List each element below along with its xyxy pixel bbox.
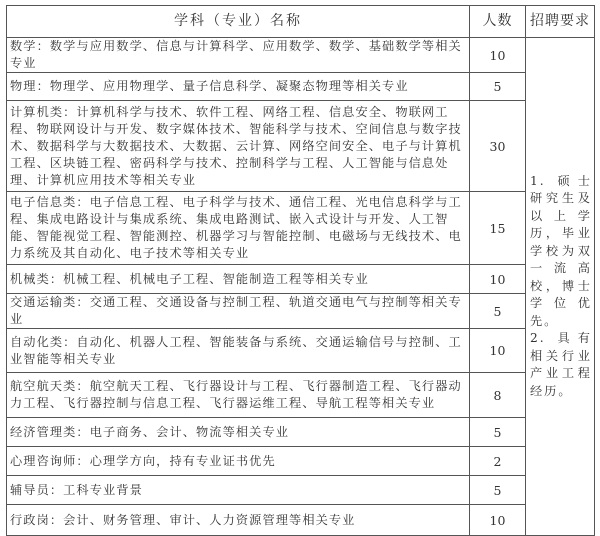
requirement-item: 1. 硕士研究生及以上学历，毕业学校为双一流高校，博士学位优先。	[530, 173, 592, 328]
header-count: 人数	[470, 6, 526, 38]
count-cell: 10	[470, 265, 526, 294]
count-cell: 10	[470, 329, 526, 373]
count-cell: 10	[470, 505, 526, 536]
subject-cell: 电子信息类：电子信息工程、电子科学与技术、通信工程、光电信息科学与工程、集成电路设计与集成系统、集成电路测试、嵌入式设计与开发、人工智能、智能视觉工程、智能测控、机器学习与智能控制、电磁场与无线技术、电力系统及其自动化、电子技术等相关专业	[7, 192, 470, 265]
table-row	[7, 192, 595, 265]
table-row	[7, 38, 595, 73]
requirements-cell	[526, 38, 595, 536]
header-requirements: 招聘要求	[526, 6, 595, 38]
table-row	[7, 447, 595, 476]
table-row	[7, 265, 595, 294]
table-row	[7, 329, 595, 373]
count-cell: 15	[470, 192, 526, 265]
subject-cell: 计算机类：计算机科学与技术、软件工程、网络工程、信息安全、物联网工程、物联网设计与开发、数字媒体技术、智能科学与技术、空间信息与数字技术、数据科学与大数据技术、大数据、云计算、网络空间安全、电子与计算机工程、区块链工程、密码科学与技术、控制科学与工程、人工智能与信息处理、计算机应用技术等相关专业	[7, 101, 470, 192]
subject-cell: 经济管理类：电子商务、会计、物流等相关专业	[7, 418, 470, 447]
subject-cell: 行政岗：会计、财务管理、审计、人力资源管理等相关专业	[7, 505, 470, 536]
subject-cell: 航空航天类：航空航天工程、飞行器设计与工程、飞行器制造工程、飞行器动力工程、飞行器控制与信息工程、飞行器运维工程、导航工程等相关专业	[7, 373, 470, 418]
subject-cell: 辅导员：工科专业背景	[7, 476, 470, 505]
subject-cell: 心理咨询师：心理学方向，持有专业证书优先	[7, 447, 470, 476]
table-row	[7, 505, 595, 536]
count-cell: 5	[470, 294, 526, 329]
recruitment-table	[6, 5, 595, 536]
header-subject: 学科（专业）名称	[7, 6, 470, 38]
count-cell: 5	[470, 418, 526, 447]
subject-cell: 机械类：机械工程、机械电子工程、智能制造工程等相关专业	[7, 265, 470, 294]
count-cell: 5	[470, 73, 526, 101]
table-row	[7, 476, 595, 505]
table-row	[7, 294, 595, 329]
count-cell: 2	[470, 447, 526, 476]
table-row	[7, 418, 595, 447]
count-cell: 5	[470, 476, 526, 505]
subject-cell: 交通运输类：交通工程、交通设备与控制工程、轨道交通电气与控制等相关专业	[7, 294, 470, 329]
subject-cell: 数学：数学与应用数学、信息与计算科学、应用数学、数学、基础数学等相关专业	[7, 38, 470, 73]
subject-cell: 自动化类：自动化、机器人工程、智能装备与系统、交通运输信号与控制、工业智能等相关专业	[7, 329, 470, 373]
table-row	[7, 373, 595, 418]
requirement-item: 2. 具有相关行业产业工程经历。	[530, 331, 592, 398]
count-cell: 8	[470, 373, 526, 418]
count-cell: 30	[470, 101, 526, 192]
header-row	[7, 6, 595, 38]
count-cell: 10	[470, 38, 526, 73]
table-row	[7, 101, 595, 192]
subject-cell: 物理：物理学、应用物理学、量子信息科学、凝聚态物理等相关专业	[7, 73, 470, 101]
table-row	[7, 73, 595, 101]
